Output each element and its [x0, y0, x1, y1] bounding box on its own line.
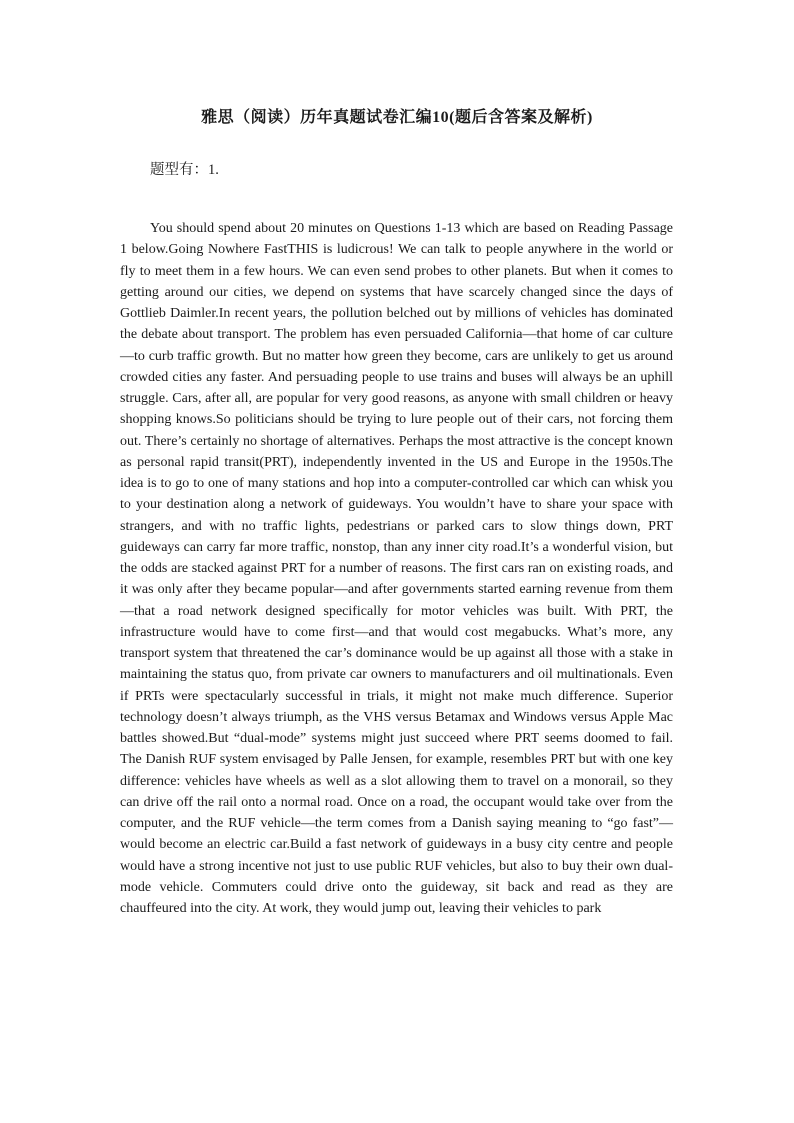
reading-passage: You should spend about 20 minutes on Questions 1-13 which are based on Reading Passage 1 below.Going Nowhere FastTHIS is ludicrous! We can talk to people anywhere in the world or fly to meet them in a few hours. We can even send probes to other planets. But when it comes to getting around our cities, we depend on systems that have scarcely changed since the days of Gottlieb Daimler.In recent years, the pollution belched out by millions of vehicles has dominated the debate about transport. The problem has even persuaded California—that home of car culture—to curb traffic growth. But no matter how green they become, cars are unlikely to get us around crowded cities any faster. And persuading people to use trains and buses will always be an uphill struggle. Cars, after all, are popular for very good reasons, as anyone with small children or heavy shopping knows.So politicians should be trying to lure people out of their cars, not forcing them out. There’s certainly no shortage of alternatives. Perhaps the most attractive is the concept known as personal rapid transit(PRT), independently invented in the US and Europe in the 1950s.The idea is to go to one of many stations and hop into a computer-controlled car which can whisk you to your destination along a network of guideways. You wouldn’t have to share your space with strangers, and with no traffic lights, pedestrians or parked cars to slow things down, PRT guideways can carry far more traffic, nonstop, than any inner city road.It’s a wonderful vision, but the odds are stacked against PRT for a number of reasons. The first cars ran on existing roads, and it was only after they became popular—and after governments started earning revenue from them—that a road network designed specifically for motor vehicles was built. With PRT, the infrastructure would have to come first—and that would cost megabucks. What’s more, any transport system that threatened the car’s dominance would be up against all those with a stake in maintaining the status quo, from private car owners to manufacturers and oil multinationals. Even if PRTs were spectacularly successful in trials, it might not make much difference. Superior technology doesn’t always triumph, as the VHS versus Betamax and Windows versus Apple Mac battles showed.But “dual-mode” systems might just succeed where PRT seems doomed to fail. The Danish RUF system envisaged by Palle Jensen, for example, resembles PRT but with one key difference: vehicles have wheels as well as a slot allowing them to travel on a monorail, so they can drive off the rail onto a normal road. Once on a road, the occupant would take over from the computer, and the RUF vehicle—the term comes from a Danish saying meaning to “go fast”—would become an electric car.Build a fast network of guideways in a busy city centre and people would have a strong incentive not just to use public RUF vehicles, but also to buy their own dual-mode vehicle. Commuters could drive onto the guideway, sit back and read as they are chauffeured into the city. At work, they would jump out, leaving their vehicles to park	[120, 221, 673, 916]
document-title: 雅思（阅读）历年真题试卷汇编10(题后含答案及解析)	[201, 109, 593, 126]
question-type-label: 题型有：1.	[150, 162, 219, 178]
